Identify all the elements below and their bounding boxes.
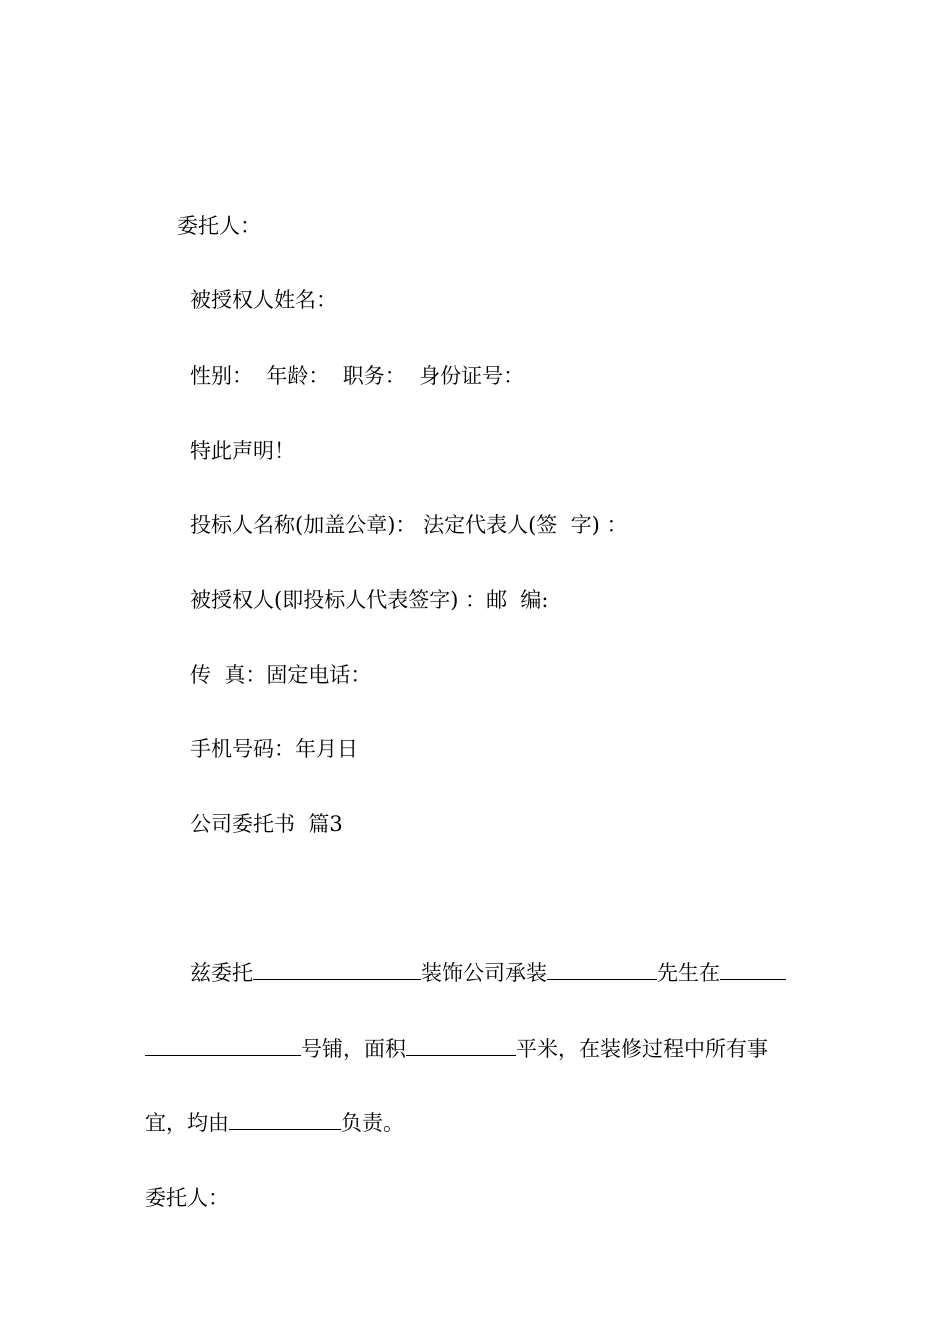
paragraph-line-3 bbox=[145, 1109, 404, 1137]
authorized-sign-line bbox=[190, 586, 549, 614]
authorized-sign-label: 被授权人(即投标人代表签字) ： bbox=[190, 588, 487, 612]
id-number-label: 身份证号： bbox=[419, 364, 525, 388]
p3-text-a: 宜，均由 bbox=[145, 1111, 229, 1135]
consignor-label-2: 委托人： bbox=[145, 1186, 229, 1210]
p2-text-b: 平米，在装修过程中所有事 bbox=[516, 1037, 768, 1061]
blank-field-location bbox=[145, 1035, 301, 1056]
paragraph-line-2 bbox=[145, 1035, 768, 1063]
p3-text-b: 负责。 bbox=[341, 1111, 404, 1135]
blank-field-person bbox=[547, 959, 657, 980]
blank-field-consignee bbox=[253, 959, 421, 980]
declaration-text: 特此声明！ bbox=[190, 439, 295, 463]
contact-line bbox=[190, 661, 371, 689]
p2-text-a: 号铺，面积 bbox=[301, 1037, 406, 1061]
legal-rep-label: 法定代表人(签 字) ： bbox=[423, 513, 628, 537]
date-label: 年月日 bbox=[295, 737, 358, 761]
bidder-line bbox=[190, 511, 628, 539]
p1-text-a: 兹委托 bbox=[190, 961, 253, 985]
position-label: 职务： bbox=[342, 364, 406, 388]
blank-field-area bbox=[406, 1035, 516, 1056]
blank-field-responsible bbox=[229, 1109, 341, 1130]
mobile-label: 手机号码： bbox=[190, 737, 295, 761]
authorized-name-label: 被授权人姓名： bbox=[190, 288, 337, 312]
fax-label: 传 真： bbox=[190, 663, 267, 687]
phone-label: 固定电话： bbox=[266, 663, 372, 687]
mobile-line bbox=[190, 735, 358, 763]
p1-text-b: 装饰公司承装 bbox=[421, 961, 547, 985]
bidder-name-label: 投标人名称(加盖公章)： bbox=[190, 513, 417, 537]
gender-label: 性别： bbox=[190, 364, 253, 388]
p1-text-c: 先生在 bbox=[657, 961, 720, 985]
blank-field-location-start bbox=[720, 959, 786, 980]
info-fields-line bbox=[190, 362, 524, 390]
age-label: 年龄： bbox=[266, 364, 330, 388]
section-heading: 公司委托书 篇3 bbox=[190, 812, 343, 836]
paragraph-line-1 bbox=[190, 959, 786, 987]
consignor-label: 委托人： bbox=[177, 214, 261, 238]
postcode-label: 邮 编: bbox=[486, 588, 549, 612]
